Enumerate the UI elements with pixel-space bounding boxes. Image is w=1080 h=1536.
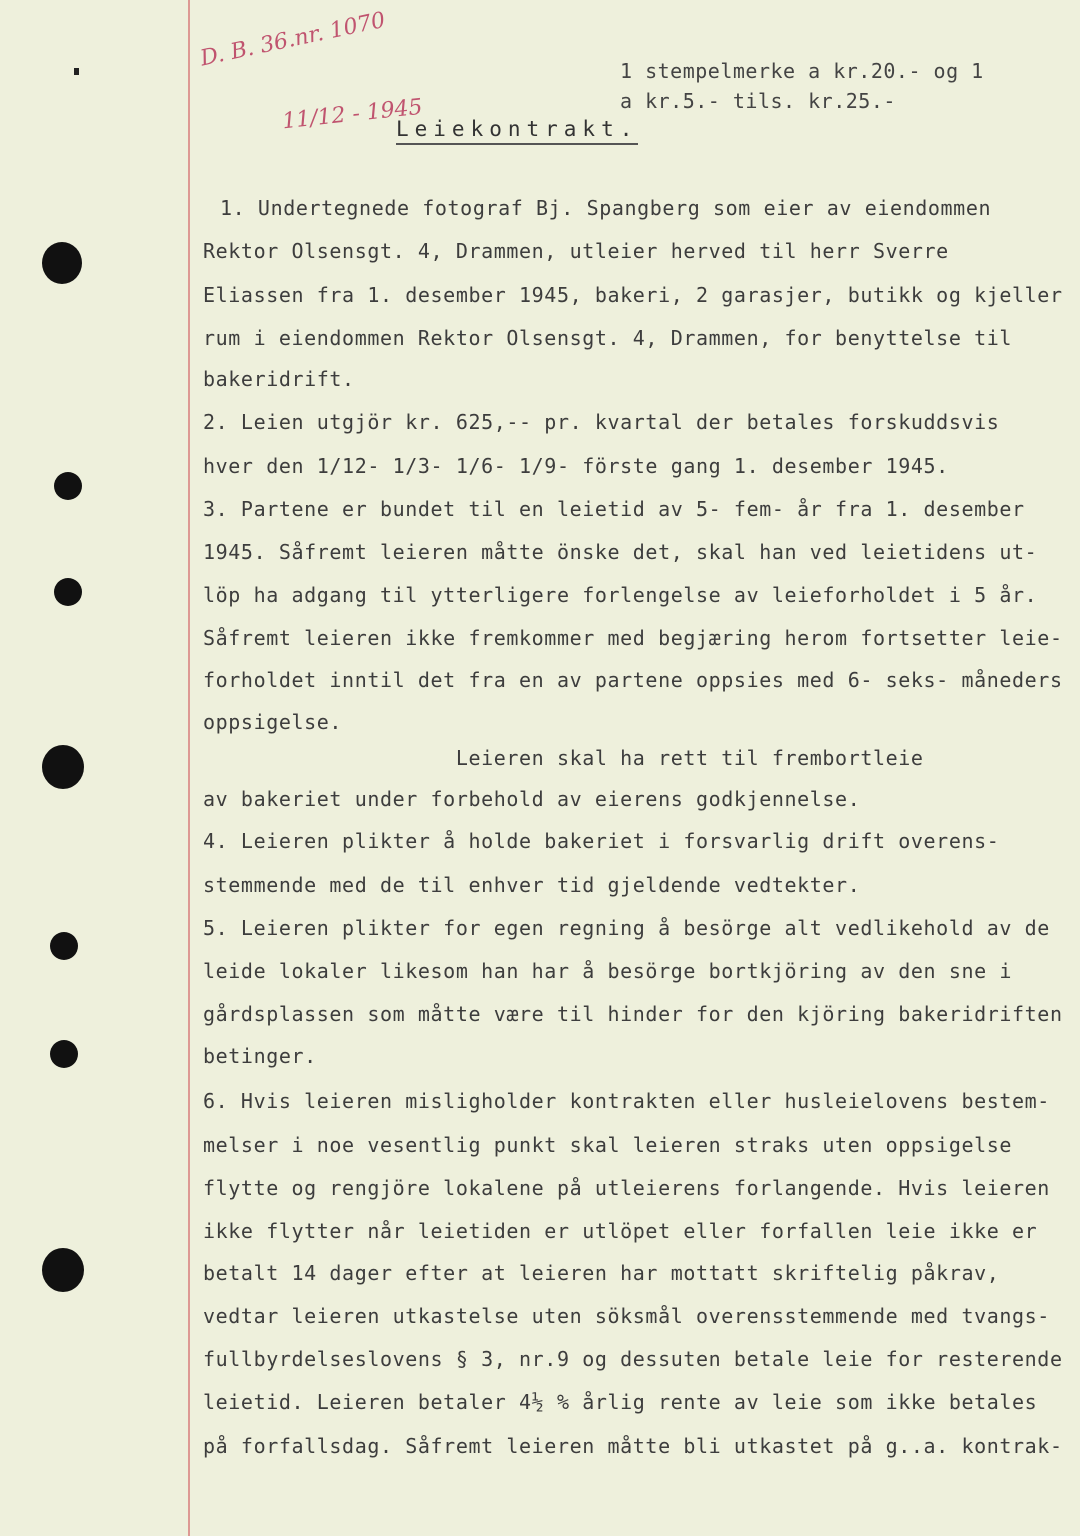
text-line: Rektor Olsensgt. 4, Drammen, utleier herved til herr Sverre <box>203 239 949 263</box>
text-line: 5. Leieren plikter for egen regning å besörge alt vedlikehold av de <box>203 916 1050 940</box>
text-line: 3. Partene er bundet til en leietid av 5- fem- år fra 1. desember <box>203 497 1025 521</box>
text-line: hver den 1/12- 1/3- 1/6- 1/9- förste gang 1. desember 1945. <box>203 454 949 478</box>
stamp-line-1: 1 stempelmerke a kr.20.- og 1 <box>620 59 984 83</box>
text-line: leietid. Leieren betaler 4½ % årlig rente av leie som ikke betales <box>203 1390 1038 1414</box>
document-title: Leiekontrakt. <box>396 117 638 145</box>
text-line: på forfallsdag. Såfremt leieren måtte bli utkastet på g..a. kontrak- <box>203 1434 1063 1458</box>
text-line: stemmende med de til enhver tid gjeldende vedtekter. <box>203 873 861 897</box>
text-line: oppsigelse. <box>203 710 343 734</box>
text-line: rum i eiendommen Rektor Olsensgt. 4, Drammen, for benyttelse til <box>203 326 1013 350</box>
text-line: Såfremt leieren ikke fremkommer med begjæring herom fortsetter leie- <box>203 626 1063 650</box>
text-line: gårdsplassen som måtte være til hinder for den kjöring bakeridriften <box>203 1002 1063 1026</box>
text-line: 4. Leieren plikter å holde bakeriet i forsvarlig drift overens- <box>203 829 1000 853</box>
text-line: forholdet inntil det fra en av partene oppsies med 6- seks- måneders <box>203 668 1063 692</box>
text-line: 6. Hvis leieren misligholder kontrakten eller husleielovens bestem- <box>203 1089 1050 1113</box>
handwritten-date: 11/12 - 1945 <box>281 94 424 135</box>
text-line: leide lokaler likesom han har å besörge bortkjöring av den sne i <box>203 959 1013 983</box>
text-line: 2. Leien utgjör kr. 625,-- pr. kvartal der betales forskuddsvis <box>203 410 1000 434</box>
text-line: flytte og rengjöre lokalene på utleierens forlangende. Hvis leieren <box>203 1176 1050 1200</box>
text-line: betalt 14 dager efter at leieren har mottatt skriftelig påkrav, <box>203 1261 1000 1285</box>
stamp-line-2: a kr.5.- tils. kr.25.- <box>620 89 896 113</box>
handwritten-reference: D. B. 36.nr. 1070 <box>198 7 388 72</box>
text-line: löp ha adgang til ytterligere forlengelse av leieforholdet i 5 år. <box>203 583 1038 607</box>
text-line: vedtar leieren utkastelse uten söksmål overensstemmende med tvangs- <box>203 1304 1050 1328</box>
text-line: Eliassen fra 1. desember 1945, bakeri, 2 garasjer, butikk og kjeller <box>203 283 1063 307</box>
text-line: Leieren skal ha rett til frembortleie <box>203 746 924 770</box>
text-line: av bakeriet under forbehold av eierens godkjennelse. <box>203 787 861 811</box>
text-line: 1945. Såfremt leieren måtte önske det, skal han ved leietidens ut- <box>203 540 1038 564</box>
text-line: melser i noe vesentlig punkt skal leieren straks uten oppsigelse <box>203 1133 1013 1157</box>
text-line: 1. Undertegnede fotograf Bj. Spangberg som eier av eiendommen <box>220 196 992 220</box>
text-line: bakeridrift. <box>203 367 355 391</box>
text-line: betinger. <box>203 1044 317 1068</box>
text-line: fullbyrdelseslovens § 3, nr.9 og dessuten betale leie for resterende <box>203 1347 1063 1371</box>
text-line: ikke flytter når leietiden er utlöpet eller forfallen leie ikke er <box>203 1219 1038 1243</box>
